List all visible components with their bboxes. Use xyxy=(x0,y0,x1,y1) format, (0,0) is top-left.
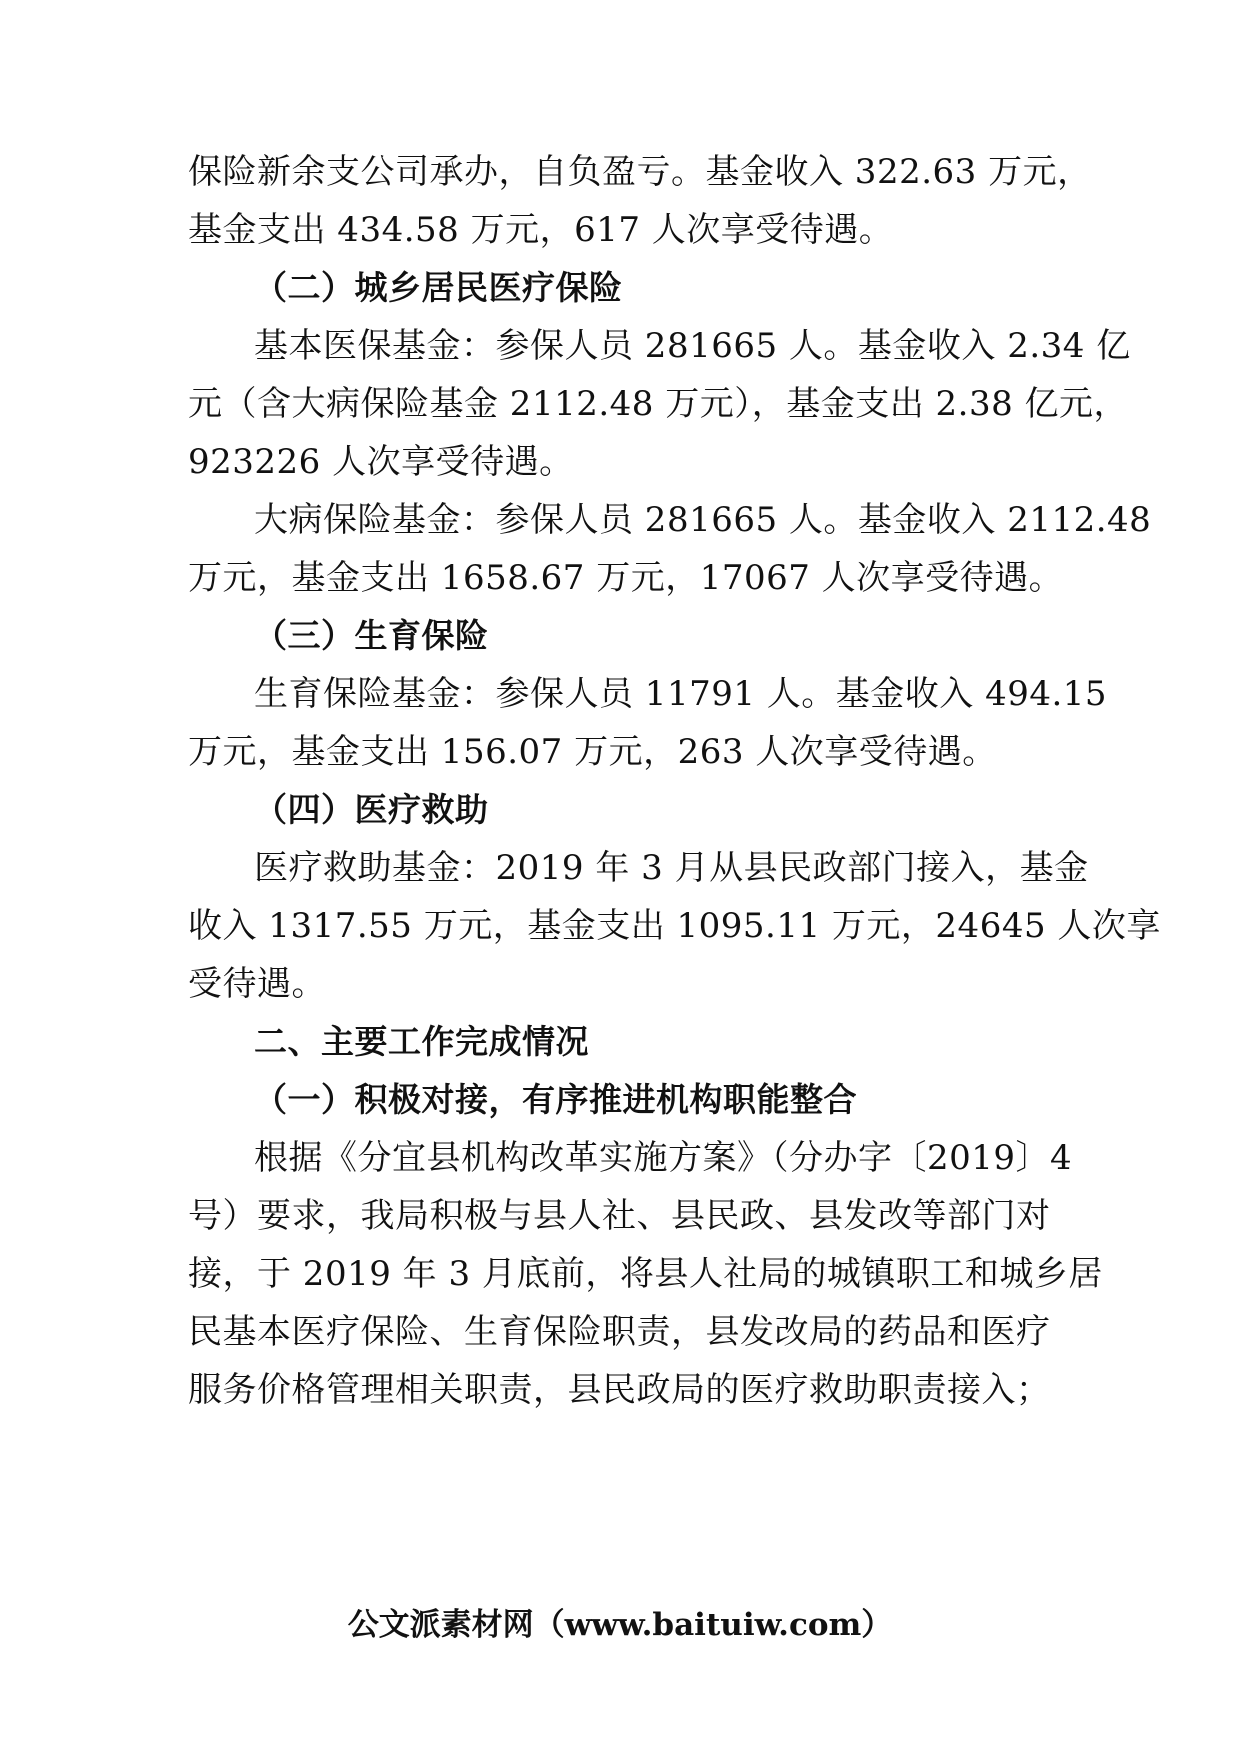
paragraph-line: 保险新余支公司承办，自负盈亏。基金收入 322.63 万元， xyxy=(188,152,1092,192)
paragraph-line: 万元，基金支出 1658.67 万元，17067 人次享受待遇。 xyxy=(188,558,1064,598)
paragraph-line: 万元，基金支出 156.07 万元，263 人次享受待遇。 xyxy=(188,732,997,772)
paragraph-line: 号）要求，我局积极与县人社、县民政、县发改等部门对 xyxy=(188,1196,1051,1236)
paragraph-line: 元（含大病保险基金 2112.48 万元），基金支出 2.38 亿元， xyxy=(188,384,1129,424)
paragraph-line: 受待遇。 xyxy=(188,964,326,1004)
paragraph-line: 923226 人次享受待遇。 xyxy=(188,442,574,482)
paragraph-line: 基本医保基金：参保人员 281665 人。基金收入 2.34 亿 xyxy=(254,326,1131,366)
section-heading: （一）积极对接，有序推进机构职能整合 xyxy=(254,1080,857,1119)
section-heading: （三）生育保险 xyxy=(254,616,489,655)
paragraph-line: 根据《分宜县机构改革实施方案》（分办字〔2019〕4 xyxy=(254,1138,1073,1178)
paragraph-line: 服务价格管理相关职责，县民政局的医疗救助职责接入； xyxy=(188,1370,1051,1410)
paragraph-line: 医疗救助基金：2019 年 3 月从县民政部门接入，基金 xyxy=(254,848,1089,888)
paragraph-line: 民基本医疗保险、生育保险职责，县发改局的药品和医疗 xyxy=(188,1312,1051,1352)
chapter-heading: 二、主要工作完成情况 xyxy=(254,1022,589,1061)
paragraph-line: 生育保险基金：参保人员 11791 人。基金收入 494.15 xyxy=(254,674,1108,714)
section-heading: （二）城乡居民医疗保险 xyxy=(254,268,623,307)
paragraph-line: 大病保险基金：参保人员 281665 人。基金收入 2112.48 xyxy=(254,500,1152,540)
paragraph-line: 基金支出 434.58 万元，617 人次享受待遇。 xyxy=(188,210,894,250)
paragraph-line: 接，于 2019 年 3 月底前，将县人社局的城镇职工和城乡居 xyxy=(188,1254,1103,1294)
footer-watermark-text: 公文派素材网（www.baituiw.com） xyxy=(347,1607,893,1643)
paragraph-line: 收入 1317.55 万元，基金支出 1095.11 万元，24645 人次享 xyxy=(188,906,1161,946)
section-heading: （四）医疗救助 xyxy=(254,790,489,829)
